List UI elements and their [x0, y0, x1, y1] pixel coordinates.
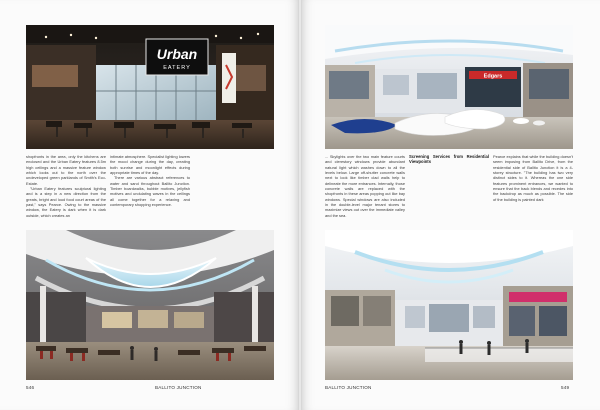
page-gutter: [298, 0, 302, 410]
left-page-number: 546: [26, 385, 35, 390]
photo-urban-eatery-graphic: [26, 25, 274, 149]
eatery-sign-text: EATERY: [163, 65, 191, 71]
right-column-3: [493, 154, 573, 202]
left-column-2-para-2: There are various abstract references to water and sand throughout Ballito Junction. Timber boardwalks, bubble motives, jellyfish motives and undulating waves in the ceilings all come together for a relaxing and contemporary shopping experience.: [110, 175, 190, 208]
left-column-1-para-2: "Urban Eatery features sculptural lighting and is a step in a new direction from the greats, bright and loud food court areas of the past," says Pearce. Owing to the massive window, the Eatery is dark when it is dark outside, which creates an: [26, 186, 106, 218]
section-subhead: Screening Services from Residential Viewpoints: [409, 154, 489, 165]
photo-food-court-graphic: [26, 230, 274, 380]
left-running-head: BALLITO JUNCTION: [155, 385, 202, 390]
photo-atrium-seating: [325, 25, 573, 149]
right-column-2: [409, 154, 489, 165]
left-column-2: [110, 154, 190, 207]
right-page-number: 549: [561, 385, 570, 390]
right-column-1-para-1: ... Skylights over the two main feature courts and clerestory windows provide abundant natural light which washes down to all the levels below. Large off-shutter concrete walls next to look like timber clad walls help to delineate the more entrances. Internally, those concrete walls are replaced with the shopfronts in these areas popping out like bay windows. Special windows are also included in the double-level major tenant stores to maximize views out over the immediate valley and the sea.: [325, 154, 405, 218]
photo-urban-eatery: [26, 25, 274, 149]
right-column-3-para-1: Pearce explains that while the building doesn't seem imposing from Ballito Drive, from the residential side of Ballito Junction it is a 4-storey structure. "The building has two very distinct sides to it. Whereas the one side features prominent entrances, we wanted to ensure that the back blends and recedes into the backdrop as much as possible. The side of the building is painted dark: [493, 154, 573, 202]
left-column-1: [26, 154, 106, 218]
urban-sign-text: Urban: [156, 46, 198, 62]
photo-atrium-seating-graphic: [325, 25, 573, 149]
right-running-head: BALLITO JUNCTION: [325, 385, 372, 390]
right-column-1: [325, 154, 405, 218]
photo-food-court: [26, 230, 274, 380]
left-column-2-para-1: intimate atmosphere. Specialist lighting lowers the mood change during the day, creating both sunrise and moonlight effects during appropriate times of the day.: [110, 154, 190, 176]
photo-concourse: [325, 230, 573, 380]
photo-concourse-graphic: [325, 230, 573, 380]
edgars-sign-text: Edgars: [483, 73, 503, 80]
left-column-1-para-1: shopfronts in the area, only the kitchens are enclosed and the Urban Eatery features 8.5m high ceilings and a massive feature window which looks out to the north over the undeveloped green parklands of Smith's Eco-Estate.: [26, 154, 106, 186]
